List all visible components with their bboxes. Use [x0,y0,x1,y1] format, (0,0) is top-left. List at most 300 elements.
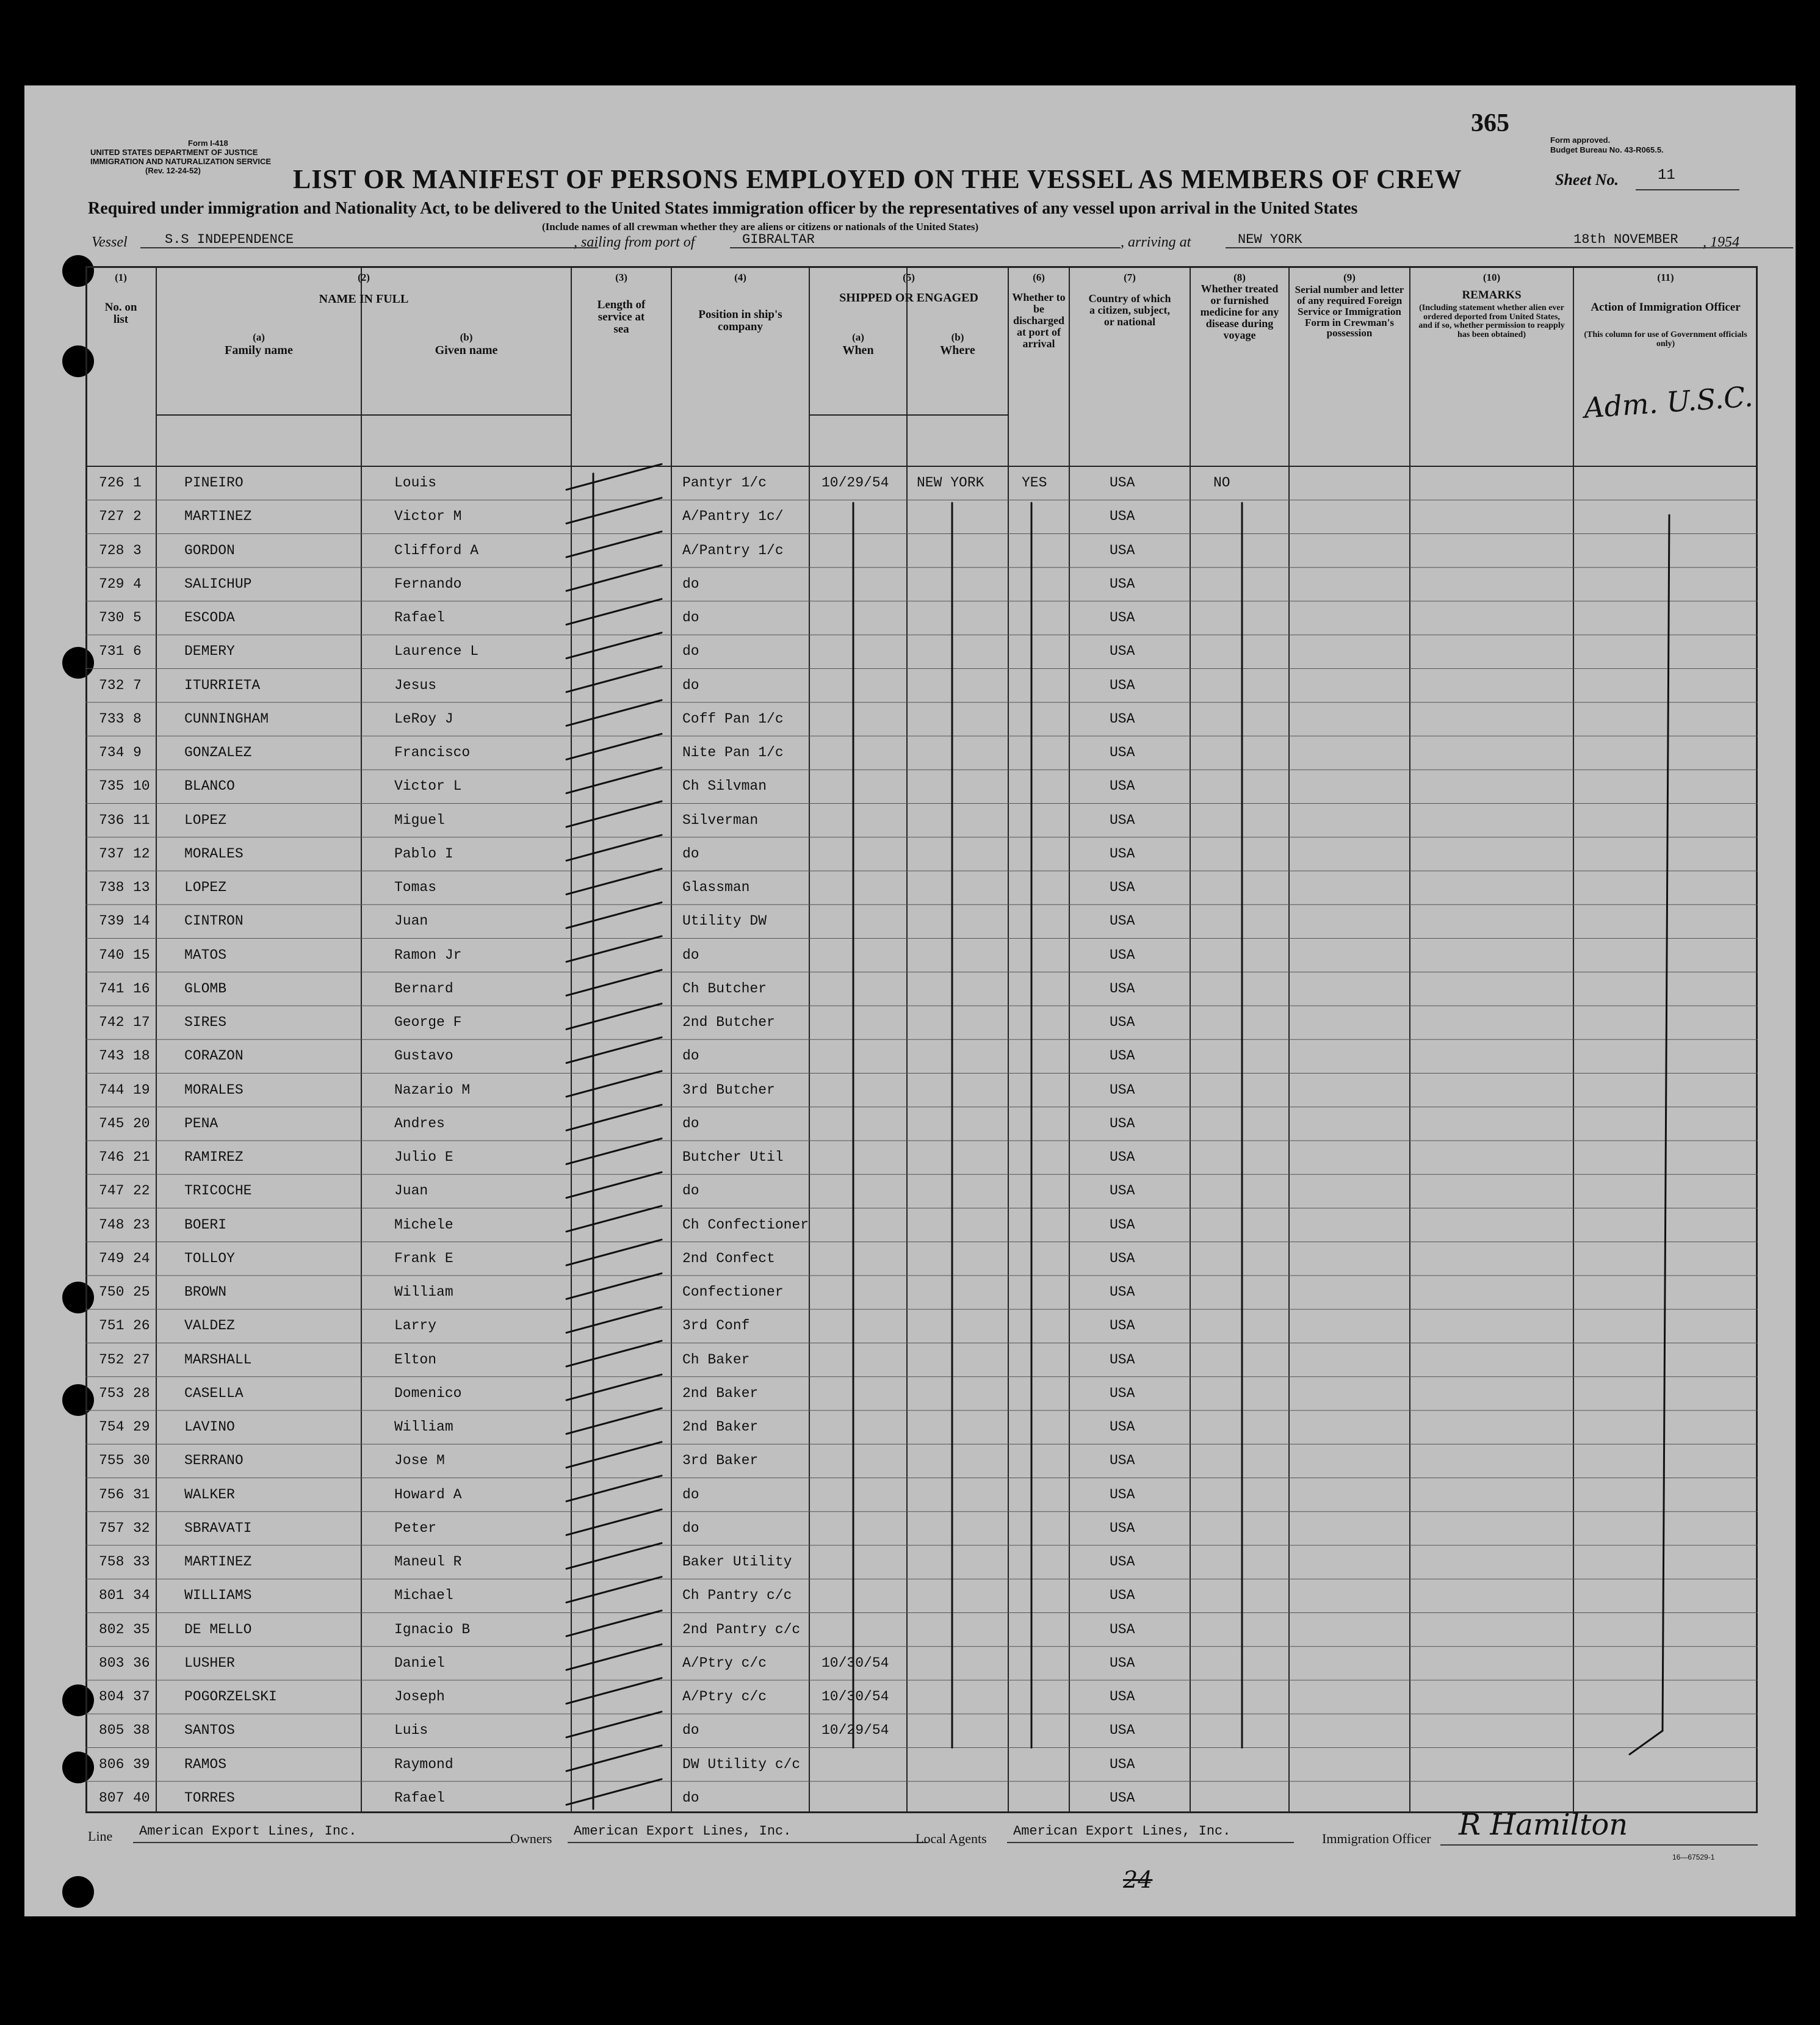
col-2b-label: Given name [435,344,498,357]
list-number-cell: 753 [99,1385,125,1401]
given-name-cell: Jose M [394,1453,445,1469]
country-cell: USA [1110,947,1135,963]
row-number-cell: 12 [133,845,150,862]
form-approved-line: Budget Bureau No. 43-R065.5. [1550,145,1664,154]
row-number-cell: 38 [133,1722,150,1739]
arriving-label: , arriving at [1121,234,1191,250]
given-name-cell: Nazario M [394,1081,471,1098]
table-row [24,1722,1796,1756]
family-name-cell: SALICHUP [184,576,252,592]
row-number-cell: 34 [133,1587,150,1604]
country-cell: USA [1110,913,1135,929]
given-name-cell: Fernando [394,576,462,592]
list-number-cell: 730 [99,610,125,626]
country-cell: USA [1110,1284,1135,1300]
family-name-cell: LOPEZ [184,812,227,828]
row-number-cell: 19 [133,1081,150,1098]
list-number-cell: 731 [99,643,125,660]
list-number-cell: 806 [99,1756,125,1772]
position-cell: DW Utility c/c [682,1756,801,1772]
country-cell: USA [1110,508,1135,525]
position-cell: Butcher Util [682,1149,784,1165]
vessel-name: S.S INDEPENDENCE [140,232,598,248]
family-name-cell: POGORZELSKI [184,1689,277,1705]
position-cell: do [682,1722,699,1739]
family-name-cell: TOLLOY [184,1250,235,1266]
family-name-cell: WALKER [184,1486,235,1503]
table-row [24,1554,1796,1587]
footer-agents [1007,1824,1294,1843]
family-name-cell: TORRES [184,1789,235,1806]
row-number-cell: 26 [133,1318,150,1334]
row-number-cell: 23 [133,1216,150,1233]
footer-officer [1440,1808,1758,1846]
country-cell: USA [1110,980,1135,997]
country-cell: USA [1110,1486,1135,1503]
col-1-label: No. on list [104,301,137,326]
manifest-sheet [24,85,1796,1916]
list-number-cell: 740 [99,947,125,963]
row-number-cell: 37 [133,1689,150,1705]
country-cell: USA [1110,1621,1135,1637]
position-cell: A/Pantry 1/c [682,542,784,558]
family-name-cell: RAMIREZ [184,1149,244,1165]
table-row [24,610,1796,643]
country-cell: USA [1110,1318,1135,1334]
country-cell: USA [1110,1689,1135,1705]
row-number-cell: 4 [133,576,142,592]
position-cell: 2nd Baker [682,1419,759,1435]
list-number-cell: 737 [99,845,125,862]
col-4-label: Position in ship's company [698,308,782,333]
col-6-number: (6) [1033,272,1045,283]
family-name-cell: MARTINEZ [184,508,252,525]
table-row [24,1352,1796,1385]
given-name-cell: Victor M [394,508,462,525]
table-row [24,812,1796,846]
list-number-cell: 727 [99,508,125,525]
given-name-cell: Juan [394,1183,428,1199]
country-cell: USA [1110,1250,1135,1266]
table-row [24,543,1796,576]
family-name-cell: MATOS [184,947,227,963]
table-row [24,981,1796,1014]
table-row [24,745,1796,778]
list-number-cell: 804 [99,1689,125,1705]
family-name-cell: LUSHER [184,1655,235,1671]
country-cell: USA [1110,1048,1135,1064]
position-cell: do [682,1789,699,1806]
row-number-cell: 2 [133,508,142,525]
row-number-cell: 29 [133,1419,150,1435]
list-number-cell: 752 [99,1351,125,1368]
row-number-cell: 25 [133,1284,150,1300]
given-name-cell: Miguel [394,812,445,828]
col-3-number: (3) [615,272,627,283]
country-cell: USA [1110,1722,1135,1739]
table-row [24,1622,1796,1655]
footer-owners-label: Owners [510,1831,552,1846]
country-cell: USA [1110,879,1135,895]
position-cell: do [682,845,699,862]
list-number-cell: 736 [99,812,125,828]
shipped-when-cell: 10/30/54 [822,1655,889,1671]
position-cell: 2nd Baker [682,1385,759,1401]
family-name-cell: MORALES [184,845,244,862]
position-cell: Confectioner [682,1284,784,1300]
country-cell: USA [1110,1385,1135,1401]
given-name-cell: Laurence L [394,643,479,660]
list-number-cell: 746 [99,1149,125,1165]
footer-owners [568,1824,928,1843]
country-cell: USA [1110,1081,1135,1098]
list-number-cell: 755 [99,1453,125,1469]
position-cell: 2nd Pantry c/c [682,1621,801,1637]
country-cell: USA [1110,1149,1135,1165]
family-name-cell: DEMERY [184,643,235,660]
footer-agents-value: American Export Lines, Inc. [1013,1824,1231,1839]
table-row [24,1756,1796,1790]
col-10-label: REMARKS [1462,289,1522,301]
row-number-cell: 18 [133,1048,150,1064]
row-number-cell: 20 [133,1115,150,1132]
col-2-label: NAME IN FULL [319,292,409,306]
family-name-cell: CINTRON [184,913,244,929]
country-cell: USA [1110,1655,1135,1671]
country-cell: USA [1110,475,1135,491]
table-row [24,913,1796,947]
list-number-cell: 757 [99,1520,125,1536]
given-name-cell: George F [394,1014,462,1030]
family-name-cell: LOPEZ [184,879,227,895]
given-name-cell: Juan [394,913,428,929]
position-cell: do [682,1048,699,1064]
given-name-cell: Rafael [394,1789,445,1806]
given-name-cell: Michele [394,1216,453,1233]
table-row [24,711,1796,745]
shipped-where-cell: NEW YORK [917,475,984,491]
row-number-cell: 13 [133,879,150,895]
table-row [24,1284,1796,1318]
position-cell: do [682,1520,699,1536]
row-number-cell: 5 [133,610,142,626]
given-name-cell: Joseph [394,1689,445,1705]
footer-line [133,1824,511,1843]
position-cell: Baker Utility [682,1554,792,1570]
position-cell: Ch Confectioner [682,1216,809,1233]
country-cell: USA [1110,643,1135,660]
country-cell: USA [1110,1756,1135,1772]
row-number-cell: 9 [133,745,142,760]
list-number-cell: 744 [99,1081,125,1098]
given-name-cell: Ignacio B [394,1621,471,1637]
family-name-cell: LAVINO [184,1419,235,1435]
given-name-cell: Domenico [394,1385,462,1401]
given-name-cell: Jesus [394,677,437,693]
family-name-cell: MORALES [184,1081,244,1098]
col-11-note: (This column for use of Government officials only) [1584,330,1747,348]
col-5-label: SHIPPED OR ENGAGED [839,291,978,305]
given-name-cell: Tomas [394,879,437,895]
position-cell: 2nd Confect [682,1250,775,1266]
row-number-cell: 39 [133,1756,150,1772]
col-3-label: Length of service at sea [597,298,646,336]
country-cell: USA [1110,1014,1135,1030]
list-number-cell: 732 [99,677,125,693]
country-cell: USA [1110,1419,1135,1435]
discharged-cell: YES [1022,475,1047,491]
row-number-cell: 22 [133,1183,150,1199]
row-number-cell: 6 [133,643,142,660]
table-row [24,1587,1796,1621]
position-cell: Nite Pan 1/c [682,745,784,760]
row-number-cell: 35 [133,1621,150,1637]
arrival-date: 18th NOVEMBER [1482,232,1793,248]
footer-line-label: Line [88,1828,113,1844]
position-cell: Ch Silvman [682,778,767,795]
position-cell: Glassman [682,879,750,895]
given-name-cell: Howard A [394,1486,462,1503]
col-5-number: (5) [903,272,915,283]
action-note: Adm. U.S.C. [1583,380,1754,425]
family-name-cell: ITURRIETA [184,677,261,693]
col-5a-number: (a) [852,331,864,343]
col-2-number: (2) [358,272,370,283]
col-8-number: (8) [1233,272,1246,283]
col-10-number: (10) [1482,272,1501,283]
list-number-cell: 729 [99,576,125,592]
position-cell: Ch Pantry c/c [682,1587,792,1604]
shipped-when-cell: 10/29/54 [822,1722,889,1739]
table-row [24,1149,1796,1183]
country-cell: USA [1110,1554,1135,1570]
list-number-cell: 807 [99,1789,125,1806]
table-row [24,1048,1796,1081]
table-row [24,778,1796,812]
family-name-cell: WILLIAMS [184,1587,252,1604]
list-number-cell: 747 [99,1183,125,1199]
sheet-number-value: 11 [1658,167,1675,184]
sailing-port: GIBRALTAR [730,232,1121,248]
col-5b-number: (b) [951,331,964,343]
country-cell: USA [1110,677,1135,693]
country-cell: USA [1110,1115,1135,1132]
table-row [24,677,1796,711]
family-name-cell: PINEIRO [184,475,244,491]
arriving-port: NEW YORK [1226,232,1494,248]
given-name-cell: Victor L [394,778,462,795]
position-cell: 3rd Butcher [682,1081,775,1098]
family-name-cell: BROWN [184,1284,227,1300]
table-row [24,475,1796,508]
row-number-cell: 17 [133,1014,150,1030]
col-8-label: Whether treated or furnished medicine for any disease during voyage [1200,283,1279,341]
given-name-cell: Luis [394,1722,428,1739]
given-name-cell: Louis [394,475,437,491]
given-name-cell: Julio E [394,1149,453,1165]
list-number-cell: 750 [99,1284,125,1300]
position-cell: Ch Baker [682,1351,750,1368]
sheet-number-label: Sheet No. [1555,171,1619,189]
family-name-cell: RAMOS [184,1756,227,1772]
family-name-cell: VALDEZ [184,1318,235,1334]
row-number-cell: 15 [133,947,150,963]
table-row [24,1217,1796,1251]
given-name-cell: Raymond [394,1756,453,1772]
footer-officer-label: Immigration Officer [1322,1831,1431,1846]
country-cell: USA [1110,710,1135,727]
position-cell: Coff Pan 1/c [682,710,784,727]
list-number-cell: 802 [99,1621,125,1637]
position-cell: Utility DW [682,913,767,929]
form-info-line: Form I-418 [188,139,228,148]
family-name-cell: SBRAVATI [184,1520,252,1536]
vessel-label: Vessel [92,234,128,250]
family-name-cell: SANTOS [184,1722,235,1739]
row-number-cell: 28 [133,1385,150,1401]
country-cell: USA [1110,1216,1135,1233]
list-number-cell: 741 [99,980,125,997]
given-name-cell: Michael [394,1587,453,1604]
country-cell: USA [1110,1351,1135,1368]
position-cell: do [682,1486,699,1503]
list-number-cell: 738 [99,879,125,895]
family-name-cell: SERRANO [184,1453,244,1469]
footer-agents-label: Local Agents [915,1831,987,1846]
position-cell: Ch Butcher [682,980,767,997]
position-cell: A/Ptry c/c [682,1655,767,1671]
form-info-line: IMMIGRATION AND NATURALIZATION SERVICE [90,156,272,166]
country-cell: USA [1110,610,1135,626]
family-name-cell: ESCODA [184,610,235,626]
position-cell: A/Ptry c/c [682,1689,767,1705]
list-number-cell: 748 [99,1216,125,1233]
list-number-cell: 749 [99,1250,125,1266]
position-cell: do [682,947,699,963]
table-row [24,643,1796,677]
table-row [24,1116,1796,1149]
given-name-cell: William [394,1419,453,1435]
family-name-cell: DE MELLO [184,1621,252,1637]
row-number-cell: 8 [133,710,142,727]
col-2a-number: (a) [253,331,265,343]
subnote: (Include names of all crewman whether they are aliens or citizens or nationals of the United States) [542,221,979,233]
country-cell: USA [1110,745,1135,760]
list-number-cell: 805 [99,1722,125,1739]
col-1-number: (1) [115,272,127,283]
given-name-cell: Clifford A [394,542,479,558]
position-cell: do [682,576,699,592]
position-cell: do [682,643,699,660]
given-name-cell: William [394,1284,453,1300]
form-info-line: (Rev. 12-24-52) [145,165,201,175]
row-number-cell: 7 [133,677,142,693]
family-name-cell: BLANCO [184,778,235,795]
row-number-cell: 31 [133,1486,150,1503]
family-name-cell: TRICOCHE [184,1183,252,1199]
list-number-cell: 734 [99,745,125,760]
row-number-cell: 40 [133,1789,150,1806]
col-7-number: (7) [1124,272,1136,283]
col-7-label: Country of which a citizen, subject, or national [1088,292,1171,328]
form-approved-line: Form approved. [1550,135,1611,145]
form-info-line: UNITED STATES DEPARTMENT OF JUSTICE [90,147,258,157]
shipped-when-cell: 10/29/54 [822,475,889,491]
given-name-cell: Daniel [394,1655,445,1671]
row-number-cell: 32 [133,1520,150,1536]
list-number-cell: 739 [99,913,125,929]
subtitle: Required under immigration and Nationality Act, to be delivered to the United States immigration officer by the representatives of any vessel upon arrival in the United States [88,199,1358,218]
position-cell: do [682,1115,699,1132]
table-row [24,879,1796,913]
family-name-cell: MARTINEZ [184,1554,252,1570]
table-row [24,508,1796,542]
row-number-cell: 10 [133,778,150,795]
position-cell: do [682,1183,699,1199]
table-row [24,1183,1796,1216]
family-name-cell: PENA [184,1115,218,1132]
position-cell: 3rd Baker [682,1453,759,1469]
country-cell: USA [1110,778,1135,795]
table-row [24,1318,1796,1351]
footer-line-value: American Export Lines, Inc. [139,1824,357,1839]
family-name-cell: GLOMB [184,980,227,997]
arrival-year: , 1954 [1703,234,1739,250]
list-number-cell: 728 [99,542,125,558]
given-name-cell: Pablo I [394,845,453,862]
row-number-cell: 33 [133,1554,150,1570]
list-number-cell: 758 [99,1554,125,1570]
table-row [24,1385,1796,1419]
col-6-label: Whether to be discharged at port of arrival [1012,291,1066,350]
list-number-cell: 726 [99,475,125,491]
family-name-cell: CUNNINGHAM [184,710,269,727]
family-name-cell: SIRES [184,1014,227,1030]
col-2a-label: Family name [225,344,293,357]
row-number-cell: 16 [133,980,150,997]
table-row [24,1520,1796,1554]
position-cell: do [682,677,699,693]
position-cell: A/Pantry 1c/ [682,508,784,525]
country-cell: USA [1110,542,1135,558]
given-name-cell: Peter [394,1520,437,1536]
list-number-cell: 803 [99,1655,125,1671]
row-number-cell: 27 [133,1351,150,1368]
table-row [24,1655,1796,1689]
table-row [24,1487,1796,1520]
list-number-cell: 754 [99,1419,125,1435]
list-number-cell: 735 [99,778,125,795]
officer-signature: R Hamilton [1459,1808,1628,1842]
country-cell: USA [1110,812,1135,828]
medicine-cell: NO [1213,475,1230,491]
family-name-cell: GONZALEZ [184,745,252,760]
col-11-label: Action of Immigration Officer [1591,301,1741,314]
family-name-cell: CORAZON [184,1048,244,1064]
row-number-cell: 11 [133,812,150,828]
table-row [24,947,1796,981]
bottom-number: 24 [1123,1866,1153,1893]
col-4-number: (4) [734,272,746,283]
shipped-when-cell: 10/30/54 [822,1689,889,1705]
footer-owners-value: American Export Lines, Inc. [574,1824,792,1839]
list-number-cell: 745 [99,1115,125,1132]
row-number-cell: 30 [133,1453,150,1469]
country-cell: USA [1110,576,1135,592]
given-name-cell: Gustavo [394,1048,453,1064]
family-name-cell: GORDON [184,542,235,558]
row-number-cell: 21 [133,1149,150,1165]
